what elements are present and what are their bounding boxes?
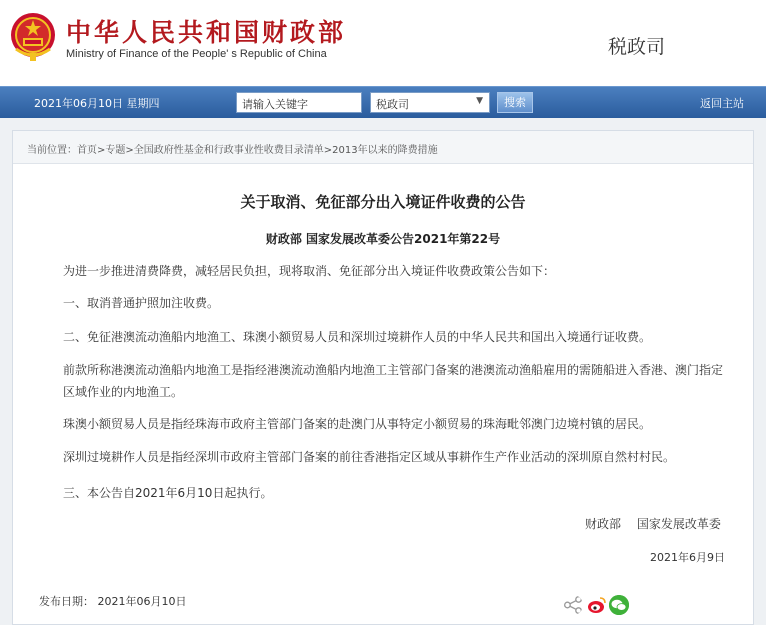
department-name[interactable]: 税政司 (608, 36, 666, 58)
article-paragraph: 三、本公告自2021年6月10日起执行。 (63, 486, 273, 500)
article-subtitle: 财政部 国家发展改革委公告2021年第22号 (265, 232, 501, 246)
article-paragraph: 珠澳小额贸易人员是指经珠海市政府主管部门备案的赴澳门从事特定小额贸易的珠海毗邻澳门边境村镇的居民。 (63, 417, 652, 431)
breadcrumb-item-fee-catalog[interactable]: 全国政府性基金和行政事业性收费目录清单 (133, 145, 324, 156)
breadcrumb-prefix: 当前位置： (27, 145, 77, 156)
department-select[interactable] (370, 92, 490, 113)
article-paragraph: 前款所称港澳流动渔船内地渔工是指经港澳流动渔船内地渔工主管部门备案的港澳流动渔船雇用的需随船进入香港、澳门指定区域作业的内地渔工。 (63, 363, 724, 399)
article-paragraph: 为进一步推进清费降费，减轻居民负担，现将取消、免征部分出入境证件收费政策公告如下： (63, 264, 556, 278)
signatories: 财政部 国家发展改革委 (585, 517, 721, 531)
current-date: 2021年06月10日 星期四 (34, 97, 160, 110)
breadcrumb-separator: > (97, 145, 106, 156)
share-bar (563, 593, 653, 617)
article-paragraph: 一、取消普通护照加注收费。 (63, 296, 220, 310)
breadcrumb-item-topics[interactable]: 专题 (105, 145, 126, 156)
article-paragraph: 深圳过境耕作人员是指经深圳市政府主管部门备案的前往香港指定区域从事耕作生产作业活动的深圳原自然村村民。 (63, 450, 676, 464)
breadcrumb-separator: > (323, 145, 333, 156)
share-icon[interactable] (563, 595, 583, 615)
article-title: 关于取消、免征部分出入境证件收费的公告 (240, 193, 526, 211)
search-input[interactable]: 请输入关键字 (236, 92, 362, 113)
breadcrumb-item-home[interactable]: 首页 (77, 145, 97, 156)
breadcrumb (13, 131, 753, 164)
breadcrumb-separator: > (125, 145, 134, 156)
national-emblem-icon (8, 11, 58, 63)
site-title-cn[interactable]: 中华人民共和国财政部 (66, 18, 347, 47)
publish-date: 发布日期： 2021年06月10日 (39, 595, 187, 608)
breadcrumb-item-fee-reduction[interactable]: 2013年以来的降费措施 (332, 145, 438, 156)
wechat-icon[interactable] (609, 595, 629, 615)
sign-date: 2021年6月9日 (650, 551, 725, 564)
return-home-link[interactable]: 返回主站 (700, 97, 744, 110)
chevron-down-icon: ▼ (476, 96, 483, 106)
article-panel (12, 130, 754, 625)
site-title-en: Ministry of Finance of the People' s Republic of China (66, 48, 327, 60)
weibo-icon[interactable] (587, 595, 607, 615)
top-nav-bar (0, 86, 766, 118)
search-button[interactable]: 搜索 (497, 92, 533, 113)
site-header (0, 0, 766, 86)
article-paragraph: 二、免征港澳流动渔船内地渔工、珠澳小额贸易人员和深圳过境耕作人员的中华人民共和国出入境通行证收费。 (63, 330, 652, 344)
department-select-value: 税政司 (376, 98, 409, 111)
